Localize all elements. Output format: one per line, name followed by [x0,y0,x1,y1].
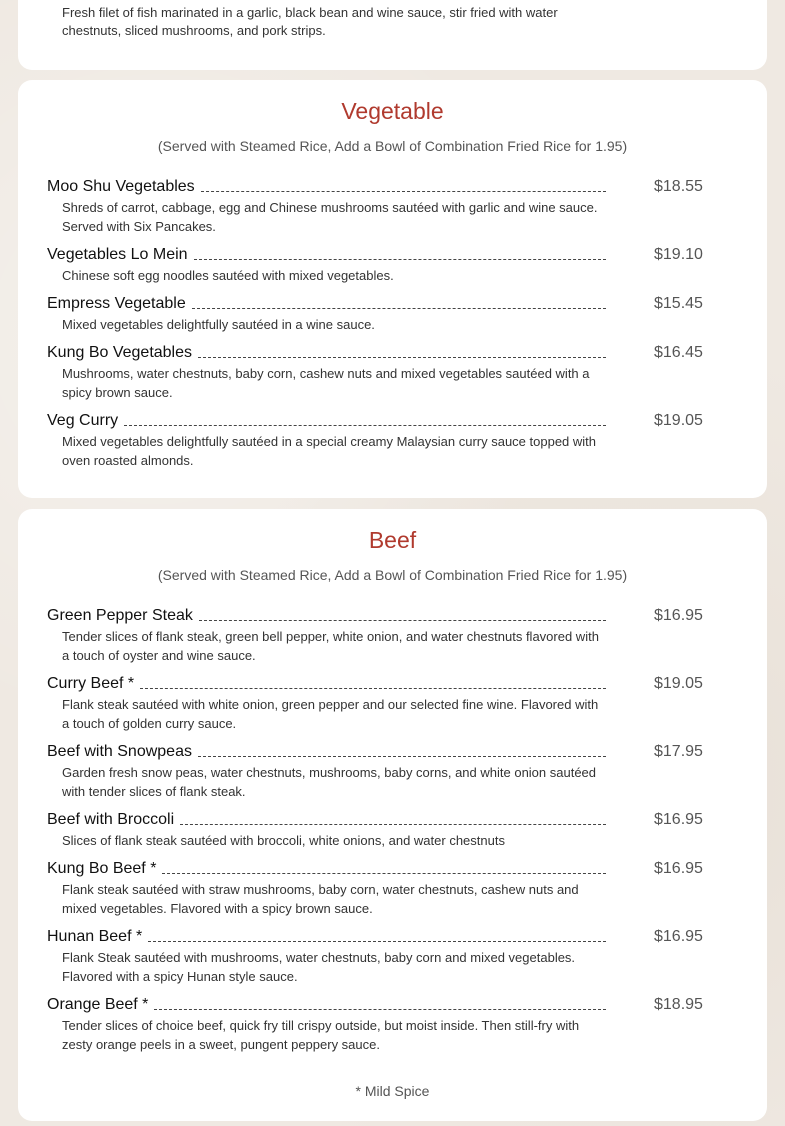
dotted-leader [201,191,606,192]
dotted-leader [198,357,606,358]
dotted-leader [180,824,606,825]
item-description: Tender slices of flank steak, green bell pepper, white onion, and water chestnuts flavored with a touch of oyster and wine sauce. [62,629,599,663]
section-subtitle: (Served with Steamed Rice, Add a Bowl of Combination Fried Rice for 1.95) [157,138,628,154]
menu-item [47,606,707,665]
item-description: Flank steak sautéed with straw mushrooms, baby corn, water chestnuts, cashew nuts and mixed vegetables. Flavored with a spicy brown sauce. [62,882,579,916]
menu-item [47,995,707,1054]
item-price: $15.45 [654,295,703,312]
menu-item [47,927,707,986]
vegetable-section [18,80,767,498]
section-subtitle: (Served with Steamed Rice, Add a Bowl of Combination Fried Rice for 1.95) [157,567,628,583]
item-description: Shreds of carrot, cabbage, egg and Chinese mushrooms sautéed with garlic and wine sauce. Served with Six Pancakes. [62,200,598,234]
menu-item [47,343,707,402]
beef-section [18,509,767,1121]
item-price: $19.05 [654,675,703,692]
item-description: Slices of flank steak sautéed with broccoli, white onions, and water chestnuts [62,833,505,848]
section-title: Vegetable [341,98,444,124]
item-description: Fresh filet of fish marinated in a garlic, black bean and wine sauce, stir fried with water chestnuts, sliced mushrooms, and pork strips. [62,5,558,38]
item-price: $16.95 [654,607,703,624]
menu-item [47,177,707,236]
item-price: $17.95 [654,743,703,760]
dotted-leader [162,873,606,874]
menu-item [47,411,707,470]
item-name: Veg Curry [47,412,119,429]
item-name: Curry Beef * [47,675,135,692]
item-price: $16.45 [654,344,703,361]
dotted-leader [199,620,606,621]
spice-footnote: * Mild Spice [355,1083,430,1099]
item-name: Beef with Broccoli [47,811,175,828]
item-price: $18.55 [654,178,703,195]
item-name: Hunan Beef * [47,928,143,945]
item-description: Flank Steak sautéed with mushrooms, water chestnuts, baby corn and mixed vegetables. Flavored with a spicy Hunan style sauce. [62,950,576,984]
item-price: $16.95 [654,811,703,828]
menu-item [47,245,707,285]
item-description: Mixed vegetables delightfully sautéed in a wine sauce. [62,317,375,332]
dotted-leader [198,756,606,757]
item-description: Mushrooms, water chestnuts, baby corn, cashew nuts and mixed vegetables sautéed with a spicy brown sauce. [62,366,590,400]
dotted-leader [124,425,606,426]
item-name: Moo Shu Vegetables [47,178,195,195]
previous-section-card [18,0,767,70]
item-price: $19.05 [654,412,703,429]
item-name: Orange Beef * [47,996,149,1013]
menu-item [47,859,707,918]
item-name: Vegetables Lo Mein [47,246,188,263]
menu-item [47,810,707,850]
item-name: Green Pepper Steak [47,607,193,624]
dotted-leader [192,308,606,309]
item-description: Flank steak sautéed with white onion, green pepper and our selected fine wine. Flavored with a touch of golden curry sauce. [62,697,599,731]
item-name: Kung Bo Beef * [47,860,157,877]
menu-item [47,674,707,733]
item-name: Beef with Snowpeas [47,743,192,760]
menu-item [47,742,707,801]
item-name: Kung Bo Vegetables [47,344,193,361]
dotted-leader [194,259,606,260]
menu-item [47,294,707,334]
item-description: Chinese soft egg noodles sautéed with mixed vegetables. [62,268,394,283]
dotted-leader [140,688,606,689]
item-price: $18.95 [654,996,703,1013]
item-description: Tender slices of choice beef, quick fry till crispy outside, but moist inside. Then still-fry with zesty orange peels in a sweet, pungent peppery sauce. [62,1018,580,1052]
item-price: $19.10 [654,246,703,263]
section-title: Beef [368,527,417,553]
item-price: $16.95 [654,928,703,945]
item-description: Garden fresh snow peas, water chestnuts, mushrooms, baby corns, and white onion sautéed with tender slices of flank steak. [62,765,597,799]
item-price: $16.95 [654,860,703,877]
item-name: Empress Vegetable [47,295,186,312]
dotted-leader [148,941,606,942]
item-description: Mixed vegetables delightfully sautéed in a special creamy Malaysian curry sauce topped with oven roasted almonds. [62,434,597,468]
dotted-leader [154,1009,606,1010]
